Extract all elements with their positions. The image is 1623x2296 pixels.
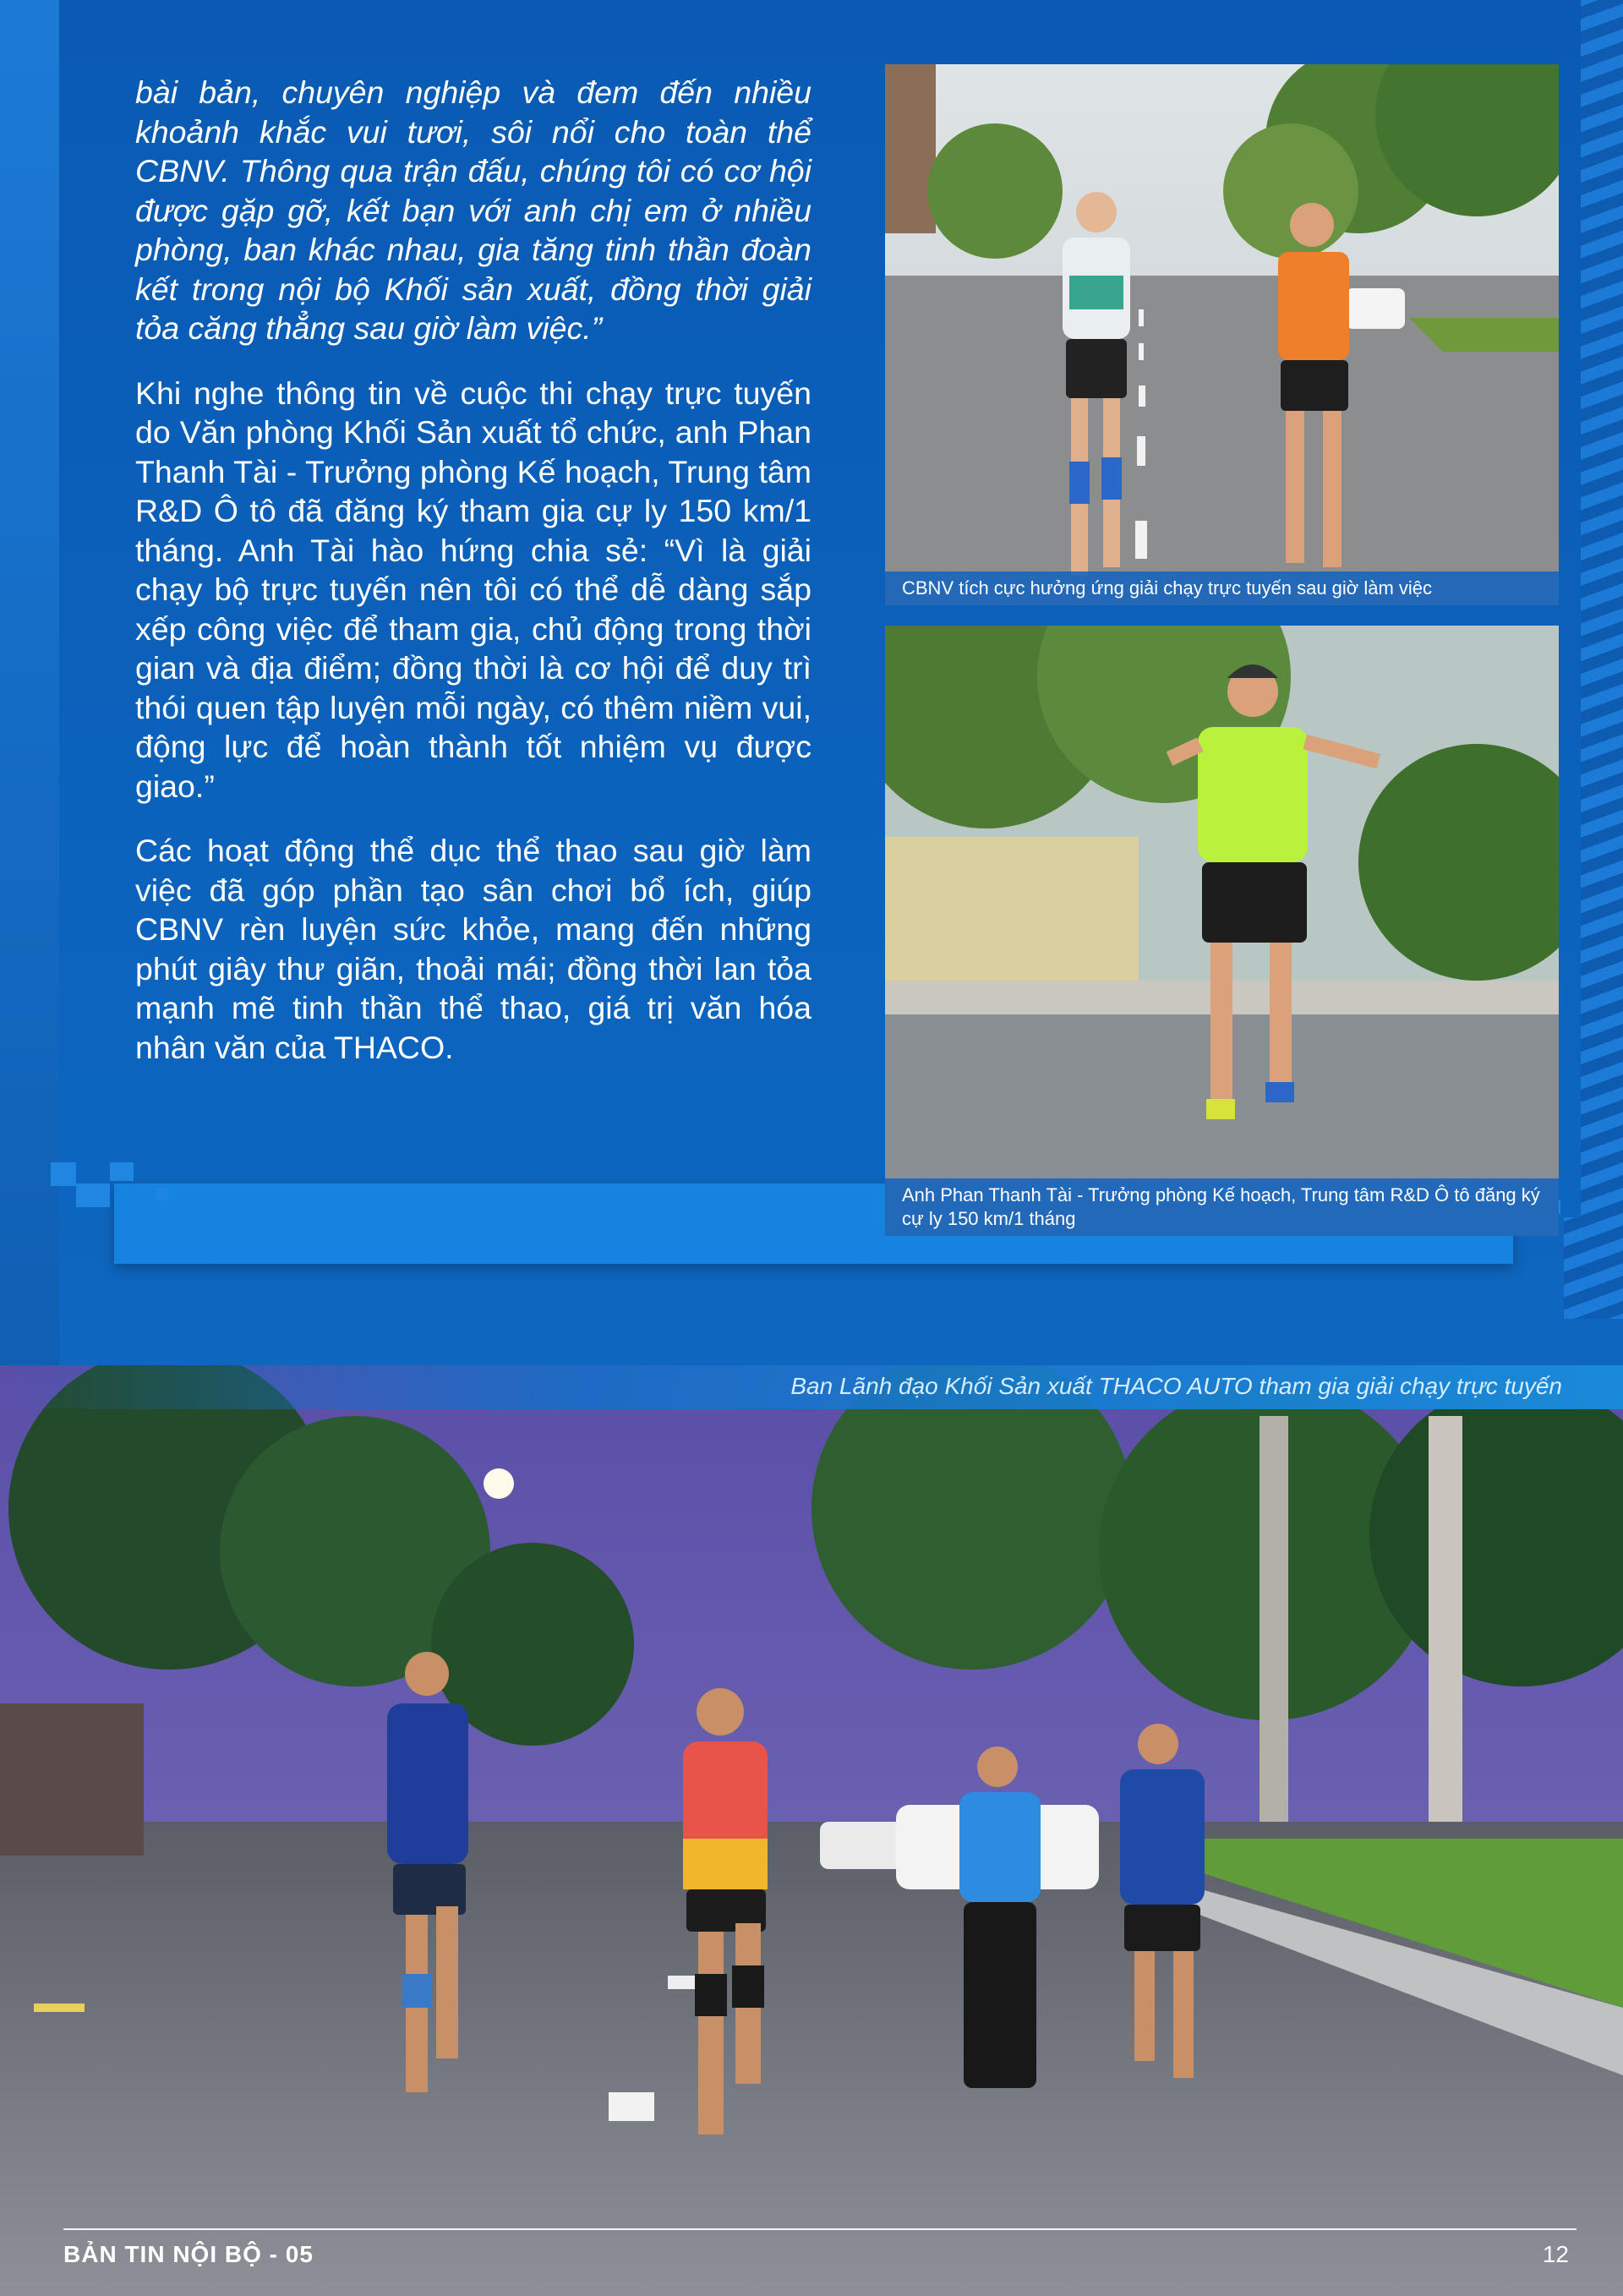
pixel-decoration <box>51 1162 76 1186</box>
article-text <box>135 73 812 1092</box>
photo-single-runner-image <box>885 626 1559 1236</box>
photo-leadership-runners <box>0 1365 1623 2296</box>
photo-two-runners-image <box>885 64 1559 605</box>
pixel-decoration <box>156 1188 168 1200</box>
photo-single-runner <box>885 626 1559 1236</box>
photo-two-runners <box>885 64 1559 605</box>
photo1-caption: CBNV tích cực hưởng ứng giải chạy trực tuyến sau giờ làm việc <box>885 571 1559 605</box>
publication-name: BẢN TIN NỘI BỘ - 05 <box>63 2241 314 2267</box>
quote-paragraph: bài bản, chuyên nghiệp và đem đến nhiều khoảnh khắc vui tươi, sôi nổi cho toàn thể CBNV. Thông qua trận đấu, chúng tôi có cơ hội được gặp gỡ, kết bạn với anh chị em ở nhiều phòng, ban khác nhau, gia tăng tinh thần đoàn kết trong nội bộ Khối sản xuất, đồng thời giải tỏa căng thẳng sau giờ làm việc.” <box>135 74 812 346</box>
page-number: 12 <box>1542 2241 1569 2267</box>
footer-divider <box>63 2228 1577 2230</box>
photo-leadership-runners-image <box>0 1365 1623 2296</box>
article-paragraph: Khi nghe thông tin về cuộc thi chạy trực tuyến do Văn phòng Khối Sản xuất tổ chức, anh Phan Thanh Tài - Trưởng phòng Kế hoạch, Trung tâm R&D Ô tô đã đăng ký tham gia cự ly 150 km/1 tháng. Anh Tài hào hứng chia sẻ: “Vì là giải chạy bộ trực tuyến nên tôi có thể dễ dàng sắp xếp công việc để tham gia, chủ động trong thời gian và địa điểm; đồng thời là cơ hội để duy trì thói quen tập luyện mỗi ngày, có thêm niềm vui, động lực để hoàn thành tốt nhiệm vụ được giao.” <box>135 374 812 804</box>
article-paragraph: Các hoạt động thể dục thể thao sau giờ làm việc đã góp phần tạo sân chơi bổ ích, giúp CBNV rèn luyện sức khỏe, mang đến những phút giây thư giãn, thoải mái; đồng thời lan tỏa mạnh mẽ tinh thần thể thao, giá trị văn hóa nhân văn của THACO. <box>135 833 812 1065</box>
photo2-caption: Anh Phan Thanh Tài - Trưởng phòng Kế hoạch, Trung tâm R&D Ô tô đăng ký cự ly 150 km/1 tháng <box>885 1178 1559 1236</box>
pixel-decoration <box>110 1162 134 1181</box>
bottom-photo-caption-bar <box>0 1365 1623 1409</box>
pixel-decoration <box>76 1184 110 1207</box>
bottom-photo-caption: Ban Lãnh đạo Khối Sản xuất THACO AUTO tham gia giải chạy trực tuyến <box>790 1373 1562 1399</box>
